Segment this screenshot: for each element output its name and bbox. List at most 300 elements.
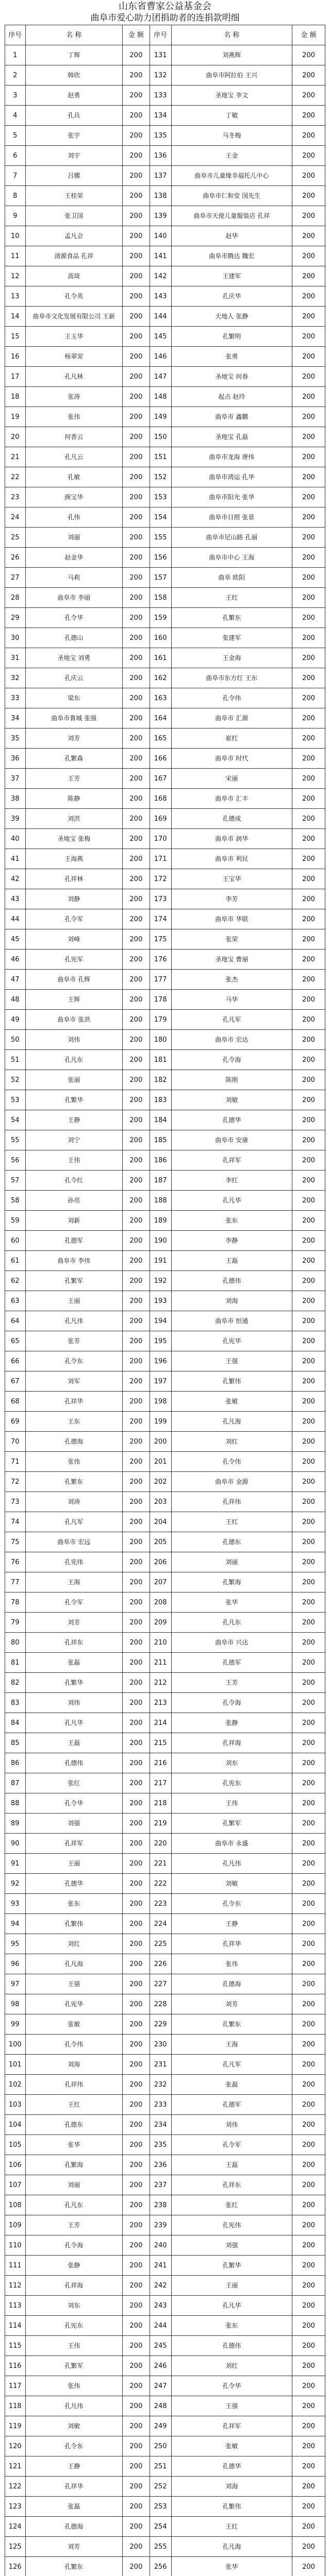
row-number: 87 bbox=[5, 1773, 26, 1793]
table-row bbox=[5, 608, 325, 628]
donor-name: 孔凡伟 bbox=[25, 1311, 122, 1331]
table-row bbox=[5, 1412, 325, 1432]
donation-amount: 200 bbox=[292, 2517, 325, 2537]
row-number: 239 bbox=[150, 2215, 171, 2235]
donor-name: 孔繁伟 bbox=[171, 1371, 292, 1392]
table-row bbox=[5, 266, 325, 286]
row-number: 191 bbox=[150, 1251, 171, 1271]
row-number: 88 bbox=[5, 1793, 26, 1814]
row-number: 175 bbox=[150, 929, 171, 950]
donation-amount: 200 bbox=[122, 1130, 150, 1150]
row-number: 174 bbox=[150, 909, 171, 929]
donor-name: 曲阜市日照 张景 bbox=[171, 507, 292, 528]
row-number: 156 bbox=[150, 548, 171, 568]
donor-name: 孔德海 bbox=[171, 1974, 292, 1994]
row-number: 75 bbox=[5, 1532, 26, 1552]
row-number: 157 bbox=[150, 568, 171, 588]
donation-amount: 200 bbox=[122, 728, 150, 749]
donation-amount: 200 bbox=[292, 2537, 325, 2557]
table-row bbox=[5, 2316, 325, 2336]
donor-name: 王红 bbox=[25, 2095, 122, 2115]
row-number: 18 bbox=[5, 387, 26, 407]
donor-name: 刘海 bbox=[171, 1291, 292, 1311]
donor-name: 曲阜市 永盛 bbox=[171, 1834, 292, 1854]
table-row bbox=[5, 1291, 325, 1311]
donor-name: 曲阜市 汇丰 bbox=[171, 789, 292, 809]
table-row bbox=[5, 1171, 325, 1191]
donation-amount: 200 bbox=[122, 106, 150, 126]
row-number: 64 bbox=[5, 1311, 26, 1331]
row-number: 77 bbox=[5, 1572, 26, 1592]
donor-name: 孔令东 bbox=[25, 2436, 122, 2456]
table-row bbox=[5, 2336, 325, 2356]
donation-amount: 200 bbox=[122, 1773, 150, 1793]
donor-name: 孔令英 bbox=[25, 286, 122, 307]
row-number: 13 bbox=[5, 286, 26, 307]
donor-name: 张华 bbox=[25, 2135, 122, 2155]
donor-name: 李红 bbox=[171, 1171, 292, 1191]
row-number: 209 bbox=[150, 1613, 171, 1633]
donor-name: 崔红 bbox=[171, 728, 292, 749]
donor-name: 张丽 bbox=[25, 1070, 122, 1090]
row-number: 33 bbox=[5, 688, 26, 708]
donor-name: 曲阜市 兴达 bbox=[171, 1633, 292, 1653]
donor-name: 孔令海 bbox=[171, 1693, 292, 1713]
donor-name: 王强 bbox=[171, 1351, 292, 1371]
donation-amount: 200 bbox=[122, 2356, 150, 2376]
donation-amount: 200 bbox=[122, 2416, 150, 2436]
donor-name: 王红 bbox=[171, 588, 292, 608]
donation-amount: 200 bbox=[292, 1050, 325, 1070]
row-number: 73 bbox=[5, 1492, 26, 1512]
row-number: 114 bbox=[5, 2316, 26, 2336]
donor-name: 孔凡军 bbox=[171, 2055, 292, 2075]
row-number: 101 bbox=[5, 2055, 26, 2075]
donation-amount: 200 bbox=[122, 2517, 150, 2537]
table-row bbox=[5, 1392, 325, 1412]
row-number: 256 bbox=[150, 2557, 171, 2576]
donor-name: 孔凡东 bbox=[25, 1050, 122, 1070]
table-row bbox=[5, 548, 325, 568]
donation-amount: 200 bbox=[122, 548, 150, 568]
row-number: 123 bbox=[5, 2497, 26, 2517]
table-row bbox=[5, 2256, 325, 2276]
row-number: 161 bbox=[150, 648, 171, 668]
row-number: 108 bbox=[5, 2195, 26, 2215]
row-number: 154 bbox=[150, 507, 171, 528]
row-number: 214 bbox=[150, 1713, 171, 1733]
row-number: 4 bbox=[5, 106, 26, 126]
donor-name: 张磊 bbox=[25, 1653, 122, 1673]
donor-name: 刘涛 bbox=[25, 1492, 122, 1512]
donation-amount: 200 bbox=[122, 1050, 150, 1070]
row-number: 237 bbox=[150, 2175, 171, 2195]
donation-amount: 200 bbox=[292, 708, 325, 728]
donation-amount: 200 bbox=[122, 2195, 150, 2215]
donor-name: 王红 bbox=[171, 2517, 292, 2537]
donor-name: 孔凡华 bbox=[25, 1713, 122, 1733]
table-row bbox=[5, 2276, 325, 2296]
row-number: 222 bbox=[150, 1874, 171, 1894]
table-row bbox=[5, 1793, 325, 1814]
row-number: 111 bbox=[5, 2256, 26, 2276]
row-number: 115 bbox=[5, 2336, 26, 2356]
donation-amount: 200 bbox=[292, 2296, 325, 2316]
table-row bbox=[5, 407, 325, 427]
donation-amount: 200 bbox=[122, 1392, 150, 1412]
table-row bbox=[5, 568, 325, 588]
donor-name: 赵金华 bbox=[25, 548, 122, 568]
donation-amount: 200 bbox=[122, 1291, 150, 1311]
row-number: 45 bbox=[5, 929, 26, 950]
donor-name: 孔繁军 bbox=[171, 1814, 292, 1834]
donation-amount: 200 bbox=[292, 1773, 325, 1793]
donation-amount: 200 bbox=[292, 2235, 325, 2256]
donor-name: 张建军 bbox=[171, 628, 292, 648]
row-number: 113 bbox=[5, 2296, 26, 2316]
row-number: 201 bbox=[150, 1452, 171, 1472]
donor-name: 陈静 bbox=[25, 789, 122, 809]
donor-name: 孔繁伟 bbox=[25, 1914, 122, 1934]
donor-name: 孔德军 bbox=[25, 1231, 122, 1251]
donor-name: 张伟 bbox=[171, 1954, 292, 1974]
table-row bbox=[5, 2215, 325, 2235]
table-row bbox=[5, 688, 325, 708]
donor-name: 孔祥伟 bbox=[171, 1492, 292, 1512]
donor-name: 孔令伟 bbox=[171, 688, 292, 708]
donor-name: 孔宪军 bbox=[25, 950, 122, 970]
donor-name: 张杰 bbox=[171, 970, 292, 990]
donor-name: 孔敏 bbox=[25, 467, 122, 487]
donor-name: 王海燕 bbox=[25, 849, 122, 869]
donation-amount: 200 bbox=[122, 1894, 150, 1914]
donor-name: 孔凡伟 bbox=[25, 2396, 122, 2416]
table-row bbox=[5, 246, 325, 266]
table-row bbox=[5, 1613, 325, 1633]
donation-amount: 200 bbox=[292, 869, 325, 889]
table-row bbox=[5, 749, 325, 769]
row-number: 177 bbox=[150, 970, 171, 990]
row-number: 200 bbox=[150, 1432, 171, 1452]
donation-amount: 200 bbox=[122, 909, 150, 929]
donor-name: 刘敏 bbox=[25, 2416, 122, 2436]
donor-name: 王东 bbox=[25, 1412, 122, 1432]
donor-name: 曲阜市 润华 bbox=[171, 829, 292, 849]
donation-amount: 200 bbox=[292, 1171, 325, 1191]
donation-amount: 200 bbox=[292, 1653, 325, 1673]
row-number: 210 bbox=[150, 1633, 171, 1653]
row-number: 176 bbox=[150, 950, 171, 970]
donation-amount: 200 bbox=[122, 86, 150, 106]
donation-amount: 200 bbox=[292, 1351, 325, 1371]
donor-name: 孔凡东 bbox=[171, 1613, 292, 1633]
row-number: 68 bbox=[5, 1392, 26, 1412]
row-number: 171 bbox=[150, 849, 171, 869]
donor-name: 马莉 bbox=[25, 568, 122, 588]
donation-amount: 200 bbox=[292, 1271, 325, 1291]
table-row bbox=[5, 1713, 325, 1733]
row-number: 92 bbox=[5, 1874, 26, 1894]
donation-amount: 200 bbox=[292, 1150, 325, 1171]
donation-table bbox=[5, 25, 325, 2576]
table-row bbox=[5, 2095, 325, 2115]
donation-amount: 200 bbox=[122, 668, 150, 688]
table-row bbox=[5, 2155, 325, 2175]
row-number: 15 bbox=[5, 327, 26, 347]
donor-name: 刘芳 bbox=[25, 1613, 122, 1633]
donation-amount: 200 bbox=[292, 2416, 325, 2436]
row-number: 11 bbox=[5, 246, 26, 266]
row-number: 241 bbox=[150, 2256, 171, 2276]
row-number: 231 bbox=[150, 2055, 171, 2075]
donor-name: 张敏 bbox=[25, 2014, 122, 2035]
donation-amount: 200 bbox=[122, 146, 150, 166]
donation-amount: 200 bbox=[292, 1613, 325, 1633]
donor-name: 孔繁海 bbox=[171, 1572, 292, 1592]
donor-name: 孔凡海 bbox=[25, 1954, 122, 1974]
row-number: 99 bbox=[5, 2014, 26, 2035]
donor-name: 孟凡会 bbox=[25, 226, 122, 246]
row-number: 102 bbox=[5, 2075, 26, 2095]
donor-name: 张华 bbox=[171, 1592, 292, 1613]
donation-amount: 200 bbox=[122, 2497, 150, 2517]
donation-amount: 200 bbox=[122, 1010, 150, 1030]
donor-name: 孔令红 bbox=[25, 1171, 122, 1191]
table-row bbox=[5, 2135, 325, 2155]
donor-name: 刘燕辉 bbox=[171, 45, 292, 65]
donor-name: 王强 bbox=[25, 1974, 122, 1994]
row-number: 61 bbox=[5, 1251, 26, 1271]
donor-name: 孔繁明 bbox=[171, 327, 292, 347]
row-number: 248 bbox=[150, 2396, 171, 2416]
row-number: 27 bbox=[5, 568, 26, 588]
donation-amount: 200 bbox=[122, 266, 150, 286]
row-number: 2 bbox=[5, 65, 26, 86]
donor-name: 颜宝华 bbox=[25, 487, 122, 507]
donation-amount: 200 bbox=[122, 628, 150, 648]
row-number: 39 bbox=[5, 809, 26, 829]
table-row bbox=[5, 1150, 325, 1171]
donation-amount: 200 bbox=[122, 2396, 150, 2416]
donation-amount: 200 bbox=[292, 246, 325, 266]
row-number: 251 bbox=[150, 2456, 171, 2477]
donation-amount: 200 bbox=[122, 929, 150, 950]
donor-name: 曲阜市 宏达 bbox=[171, 1030, 292, 1050]
row-number: 122 bbox=[5, 2477, 26, 2497]
row-number: 97 bbox=[5, 1974, 26, 1994]
table-row bbox=[5, 1572, 325, 1592]
donor-name: 孔令东 bbox=[25, 1351, 122, 1371]
table-row bbox=[5, 929, 325, 950]
donation-amount: 200 bbox=[292, 1974, 325, 1994]
table-row bbox=[5, 1251, 325, 1271]
donation-amount: 200 bbox=[122, 1171, 150, 1191]
row-number: 190 bbox=[150, 1231, 171, 1251]
donor-name: 张磊 bbox=[171, 2075, 292, 2095]
donation-amount: 200 bbox=[122, 1211, 150, 1231]
donor-name: 孔凡军 bbox=[25, 1512, 122, 1532]
donation-amount: 200 bbox=[292, 327, 325, 347]
row-number: 98 bbox=[5, 1994, 26, 2014]
donation-amount: 200 bbox=[122, 1974, 150, 1994]
donor-name: 孔祥海 bbox=[171, 1733, 292, 1753]
donor-name: 孔凡云 bbox=[25, 447, 122, 467]
donation-amount: 200 bbox=[292, 2396, 325, 2416]
row-number: 66 bbox=[5, 1351, 26, 1371]
donation-amount: 200 bbox=[292, 1733, 325, 1753]
donation-amount: 200 bbox=[292, 728, 325, 749]
donation-amount: 200 bbox=[122, 2155, 150, 2175]
row-number: 121 bbox=[5, 2456, 26, 2477]
row-number: 187 bbox=[150, 1171, 171, 1191]
table-row bbox=[5, 2376, 325, 2396]
donor-name: 韩欣 bbox=[25, 65, 122, 86]
donation-amount: 200 bbox=[292, 2014, 325, 2035]
donation-amount: 200 bbox=[122, 507, 150, 528]
row-number: 1 bbox=[5, 45, 26, 65]
row-number: 142 bbox=[150, 266, 171, 286]
donor-name: 孔令华 bbox=[171, 2376, 292, 2396]
donation-amount: 200 bbox=[292, 1713, 325, 1733]
donor-name: 圣地宝 张梅 bbox=[25, 829, 122, 849]
donor-name: 孔令军 bbox=[25, 1592, 122, 1613]
row-number: 208 bbox=[150, 1592, 171, 1613]
row-number: 110 bbox=[5, 2235, 26, 2256]
row-number: 89 bbox=[5, 1814, 26, 1834]
row-number: 230 bbox=[150, 2035, 171, 2055]
donation-amount: 200 bbox=[122, 2336, 150, 2356]
row-number: 5 bbox=[5, 126, 26, 146]
row-number: 211 bbox=[150, 1653, 171, 1673]
row-number: 202 bbox=[150, 1472, 171, 1492]
table-row bbox=[5, 1211, 325, 1231]
donation-amount: 200 bbox=[292, 146, 325, 166]
donation-amount: 200 bbox=[122, 769, 150, 789]
table-row bbox=[5, 1592, 325, 1613]
row-number: 23 bbox=[5, 487, 26, 507]
row-number: 116 bbox=[5, 2356, 26, 2376]
donation-amount: 200 bbox=[292, 1693, 325, 1713]
donor-name: 张伟 bbox=[25, 407, 122, 427]
donor-name: 圣地宝 孔磊 bbox=[171, 427, 292, 447]
donation-amount: 200 bbox=[292, 1030, 325, 1050]
donation-amount: 200 bbox=[122, 2456, 150, 2477]
donation-amount: 200 bbox=[122, 1874, 150, 1894]
donation-amount: 200 bbox=[122, 1592, 150, 1613]
row-number: 216 bbox=[150, 1753, 171, 1773]
donation-amount: 200 bbox=[122, 186, 150, 206]
donor-name: 孔祥华 bbox=[25, 2477, 122, 2497]
row-number: 107 bbox=[5, 2175, 26, 2195]
donation-amount: 200 bbox=[292, 2436, 325, 2456]
row-number: 126 bbox=[5, 2557, 26, 2576]
table-row bbox=[5, 829, 325, 849]
donation-amount: 200 bbox=[292, 166, 325, 186]
donation-amount: 200 bbox=[122, 2477, 150, 2497]
donation-amount: 200 bbox=[122, 226, 150, 246]
row-number: 48 bbox=[5, 990, 26, 1010]
donation-amount: 200 bbox=[122, 1371, 150, 1392]
donor-name: 张宇 bbox=[25, 126, 122, 146]
donation-amount: 200 bbox=[292, 1130, 325, 1150]
table-row bbox=[5, 789, 325, 809]
donor-name: 曲阜市 金源 bbox=[171, 1472, 292, 1492]
table-row bbox=[5, 2014, 325, 2035]
row-number: 37 bbox=[5, 769, 26, 789]
donor-name: 孔祥华 bbox=[171, 1934, 292, 1954]
donation-amount: 200 bbox=[292, 1753, 325, 1773]
donor-name: 孔繁伟 bbox=[171, 2497, 292, 2517]
row-number: 212 bbox=[150, 1673, 171, 1693]
donation-amount: 200 bbox=[292, 2456, 325, 2477]
row-number: 17 bbox=[5, 367, 26, 387]
row-number: 104 bbox=[5, 2115, 26, 2135]
donation-amount: 200 bbox=[292, 45, 325, 65]
table-row bbox=[5, 447, 325, 467]
donor-name: 王磊 bbox=[25, 1733, 122, 1753]
row-number: 218 bbox=[150, 1793, 171, 1814]
donor-name: 孔德东 bbox=[171, 1532, 292, 1552]
row-number: 172 bbox=[150, 869, 171, 889]
donor-name: 孔繁华 bbox=[171, 2256, 292, 2276]
donation-amount: 200 bbox=[292, 1914, 325, 1934]
row-number: 183 bbox=[150, 1090, 171, 1110]
row-number: 133 bbox=[150, 86, 171, 106]
table-row bbox=[5, 1653, 325, 1673]
donation-amount: 200 bbox=[122, 347, 150, 367]
donor-name: 孔繁东 bbox=[171, 608, 292, 628]
donor-name: 王芳 bbox=[171, 1673, 292, 1693]
row-number: 106 bbox=[5, 2155, 26, 2175]
donation-amount: 200 bbox=[122, 849, 150, 869]
donor-name: 孔伟 bbox=[25, 507, 122, 528]
donor-name: 曲阜市文化发展有限公司 王新 bbox=[25, 307, 122, 327]
donor-name: 王静 bbox=[171, 1914, 292, 1934]
row-number: 60 bbox=[5, 1231, 26, 1251]
row-number: 82 bbox=[5, 1673, 26, 1693]
donation-amount: 200 bbox=[122, 1572, 150, 1592]
row-number: 132 bbox=[150, 65, 171, 86]
donor-name: 孔祥东 bbox=[25, 1633, 122, 1653]
row-number: 50 bbox=[5, 1030, 26, 1050]
donation-amount: 200 bbox=[122, 990, 150, 1010]
row-number: 3 bbox=[5, 86, 26, 106]
donation-amount: 200 bbox=[122, 2055, 150, 2075]
donation-amount: 200 bbox=[292, 628, 325, 648]
donation-amount: 200 bbox=[122, 1351, 150, 1371]
row-number: 38 bbox=[5, 789, 26, 809]
donation-amount: 200 bbox=[292, 2095, 325, 2115]
donation-amount: 200 bbox=[292, 1090, 325, 1110]
table-row bbox=[5, 1874, 325, 1894]
row-number: 249 bbox=[150, 2416, 171, 2436]
donation-amount: 200 bbox=[122, 809, 150, 829]
donation-amount: 200 bbox=[122, 367, 150, 387]
donor-name: 刘丽 bbox=[25, 2175, 122, 2195]
donation-amount: 200 bbox=[292, 1934, 325, 1954]
donor-name: 孔宪华 bbox=[171, 1331, 292, 1351]
donation-amount: 200 bbox=[292, 1472, 325, 1492]
donor-name: 孔庆华 bbox=[171, 286, 292, 307]
donation-amount: 200 bbox=[292, 1793, 325, 1814]
donor-name: 张荣 bbox=[171, 929, 292, 950]
donation-amount: 200 bbox=[292, 1954, 325, 1974]
donation-amount: 200 bbox=[122, 2376, 150, 2396]
donation-amount: 200 bbox=[292, 2155, 325, 2175]
row-number: 167 bbox=[150, 769, 171, 789]
donor-name: 孔祥军 bbox=[25, 1834, 122, 1854]
donor-name: 梁东 bbox=[25, 688, 122, 708]
